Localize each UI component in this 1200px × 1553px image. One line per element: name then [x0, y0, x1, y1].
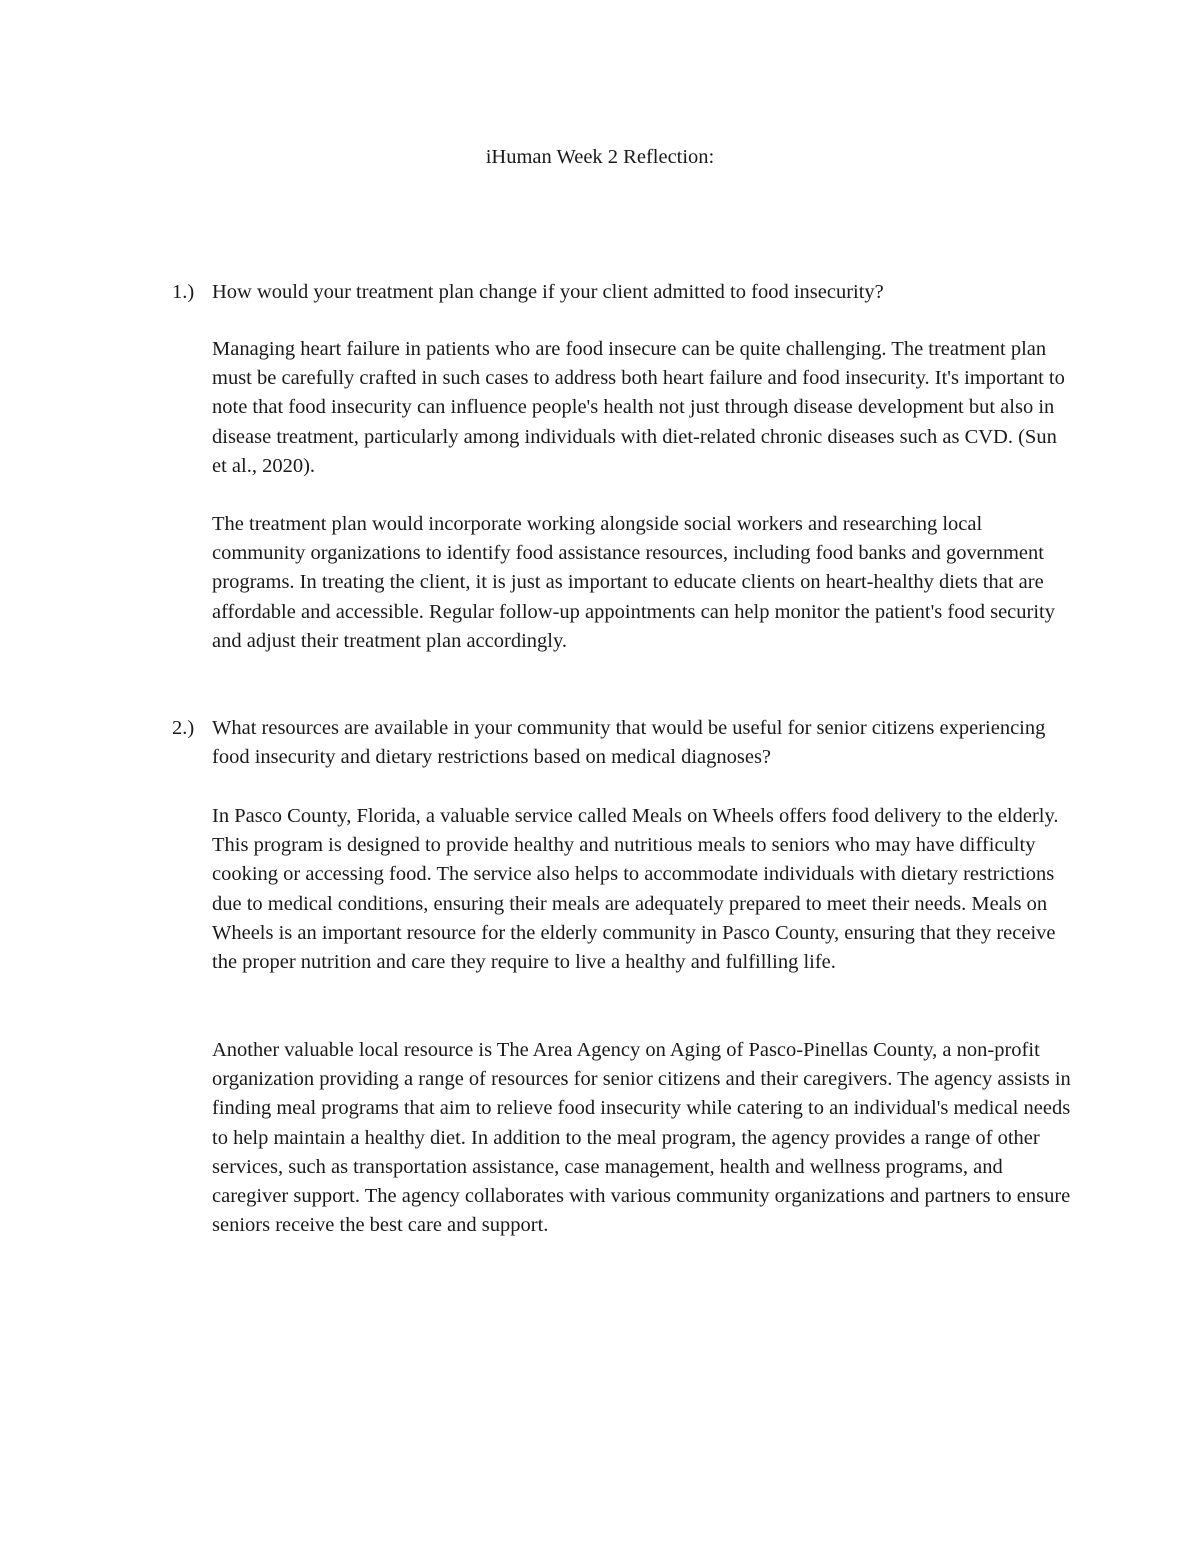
answer-paragraph: Managing heart failure in patients who are food insecure can be quite challenging. The treatment plan must be carefully crafted in such cases to address both heart failure and food insecurity. It's important to note that food insecurity can influence people's health not just through disease development but also in disease treatment, particularly among individuals with diet-related chronic diseases such as CVD. (Sun et al., 2020). [212, 338, 1065, 477]
answer-paragraph: The treatment plan would incorporate working alongside social workers and researching local community organizations to identify food assistance resources, including food banks and government programs. In treating the client, it is just as important to educate clients on heart-healthy diets that are affordable and accessible. Regular follow-up appointments can help monitor the patient's food security and adjust their treatment plan accordingly. [212, 513, 1055, 652]
question-number: 1.) [172, 281, 195, 303]
question-number: 2.) [172, 717, 195, 739]
question-2 [172, 714, 1072, 772]
question-text: What resources are available in your community that would be useful for senior citizens experiencing food insecurity and dietary restrictions based on medical diagnoses? [212, 717, 1046, 769]
question-1 [172, 278, 1072, 307]
answer-paragraph: Another valuable local resource is The Area Agency on Aging of Pasco-Pinellas County, a non-profit organization providing a range of resources for senior citizens and their caregivers. The agency assists in finding meal programs that aim to relieve food insecurity while catering to an individual's medical needs to help maintain a healthy diet. In addition to the meal program, the agency provides a range of other services, such as transportation assistance, case management, health and wellness programs, and caregiver support. The agency collaborates with various community organizations and partners to ensure seniors receive the best care and support. [212, 1039, 1071, 1237]
document-title: iHuman Week 2 Reflection: [485, 146, 715, 168]
question-text: How would your treatment plan change if your client admitted to food insecurity? [212, 281, 884, 303]
answer-paragraph: In Pasco County, Florida, a valuable service called Meals on Wheels offers food delivery to the elderly. This program is designed to provide healthy and nutritious meals to seniors who may have difficulty cooking or accessing food. The service also helps to accommodate individuals with dietary restrictions due to medical conditions, ensuring their meals are adequately prepared to meet their needs. Meals on Wheels is an important resource for the elderly community in Pasco County, ensuring that they receive the proper nutrition and care they require to live a healthy and fulfilling life. [212, 805, 1059, 974]
